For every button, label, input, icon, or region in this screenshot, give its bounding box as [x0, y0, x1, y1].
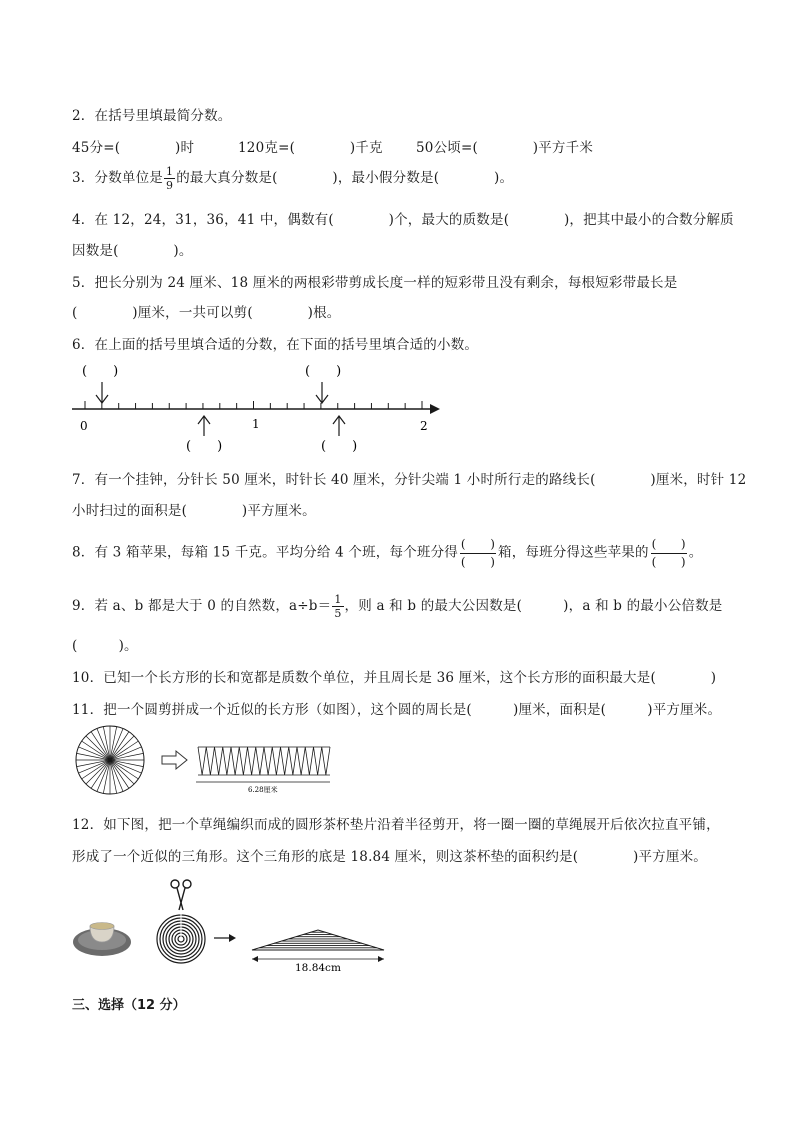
q8-prefix: 8．有 3 箱苹果，每箱 15 千克。平均分给 4 个班，每个班分得 — [72, 544, 458, 561]
q8-end: 。 — [688, 544, 703, 561]
q8-fraction-2 — [651, 538, 687, 568]
q10-text: 10．已知一个长方形的长和宽都是质数个单位，并且周长是 36 厘米，这个长方形的面积最大是( ) — [72, 670, 717, 686]
q6-title: 6．在上面的括号里填合适的分数，在下面的括号里填合适的小数。 — [72, 337, 479, 353]
q3-prefix: 3．分数单位是 — [72, 170, 163, 186]
number-line-ticks — [85, 401, 422, 409]
q9-prefix: 9．若 a、b 都是大于 0 的自然数，a÷b＝ — [72, 598, 332, 614]
q9-line-1 — [72, 594, 723, 619]
q2-title: 2．在括号里填最简分数。 — [72, 108, 232, 124]
scissors-icon — [171, 880, 191, 910]
q2-item-2: 120克=( )千克 — [238, 140, 383, 156]
q4-line-1: 4．在 12，24，31，36，41 中，偶数有( )个，最大的质数是( )，把其中最小的合数分解质 — [72, 212, 734, 228]
right-arrow-icon — [214, 934, 236, 942]
q9-frac-den: 5 — [334, 607, 342, 620]
tick-label-1: 1 — [252, 417, 260, 431]
q12-line-2: 形成了一个近似的三角形。这个三角形的底是 18.84 厘米，则这茶杯垫的面积约是( )平方厘米。 — [72, 849, 707, 865]
section-3-title: 三、选择（12 分） — [72, 998, 186, 1013]
sliced-circle-icon — [76, 726, 144, 794]
q9-frac-num: 1 — [334, 593, 342, 606]
q9-suffix: ，则 a 和 b 的最大公因数是( )，a 和 b 的最小公倍数是 — [344, 598, 723, 614]
q6-bottom-blank-1: ( ) — [186, 439, 223, 454]
number-line-arrowhead — [430, 404, 440, 414]
q3-fraction — [164, 166, 175, 191]
striped-triangle-icon — [252, 930, 384, 950]
q11-figure — [72, 722, 342, 802]
q12-line-1: 12．如下图，把一个草绳编织而成的圆形茶杯垫片沿着半径剪开，将一圈一圈的草绳展开后依次拉直平铺， — [72, 817, 720, 833]
q8-frac2-den: ( ) — [651, 554, 686, 569]
concentric-mat-icon — [157, 914, 205, 963]
q6-bottom-blank-2: ( ) — [321, 439, 358, 454]
q8-frac1-den: ( ) — [460, 554, 496, 569]
q9-fraction — [332, 594, 343, 619]
right-arrow-icon — [162, 751, 187, 769]
q8-fraction-1 — [460, 538, 496, 568]
q12-figure-label: 18.84cm — [295, 962, 341, 974]
q5-line-2: ( )厘米，一共可以剪( )根。 — [72, 305, 341, 321]
q3-frac-den: 9 — [166, 179, 174, 192]
q2-item-3: 50公顷=( )平方千米 — [416, 140, 594, 156]
q8-frac1-num: ( ) — [460, 537, 496, 551]
rectangle-sector-zigzag — [198, 747, 330, 775]
q12-figure — [72, 876, 392, 976]
q3-line — [72, 166, 513, 191]
q8-mid: 箱，每班分得这些苹果的 — [498, 544, 649, 561]
q7-line-1: 7．有一个挂钟，分针长 50 厘米，时针长 40 厘米，分针尖端 1 小时所行走的路线长( )厘米，时针 12 — [72, 472, 747, 488]
q3-suffix: 的最大真分数是( )，最小假分数是( )。 — [176, 170, 514, 186]
q8-frac2-num: ( ) — [651, 537, 686, 551]
teacup-on-mat-icon — [73, 923, 131, 957]
q8-line — [72, 538, 702, 568]
q11-text: 11．把一个圆剪拼成一个近似的长方形（如图），这个圆的周长是( )厘米，面积是( )平方厘米。 — [72, 702, 722, 718]
q11-figure-label: 6.28厘米 — [248, 786, 278, 794]
q3-frac-num: 1 — [166, 165, 174, 178]
q4-line-2: 因数是( )。 — [72, 243, 193, 259]
q2-item-1: 45分=( )时 — [72, 140, 195, 156]
tick-label-2: 2 — [420, 419, 428, 433]
q6-top-blank-2: ( ) — [305, 364, 342, 379]
q6-top-blank-1: ( ) — [82, 364, 119, 379]
q5-line-1: 5．把长分别为 24 厘米、18 厘米的两根彩带剪成长度一样的短彩带且没有剩余，每根短彩带最长是 — [72, 275, 678, 291]
q6-number-line — [60, 358, 460, 458]
tick-label-0: 0 — [80, 419, 88, 433]
approx-rectangle-icon — [198, 747, 330, 775]
q9-line-2: ( )。 — [72, 638, 138, 654]
q7-line-2: 小时扫过的面积是( )平方厘米。 — [72, 503, 316, 519]
